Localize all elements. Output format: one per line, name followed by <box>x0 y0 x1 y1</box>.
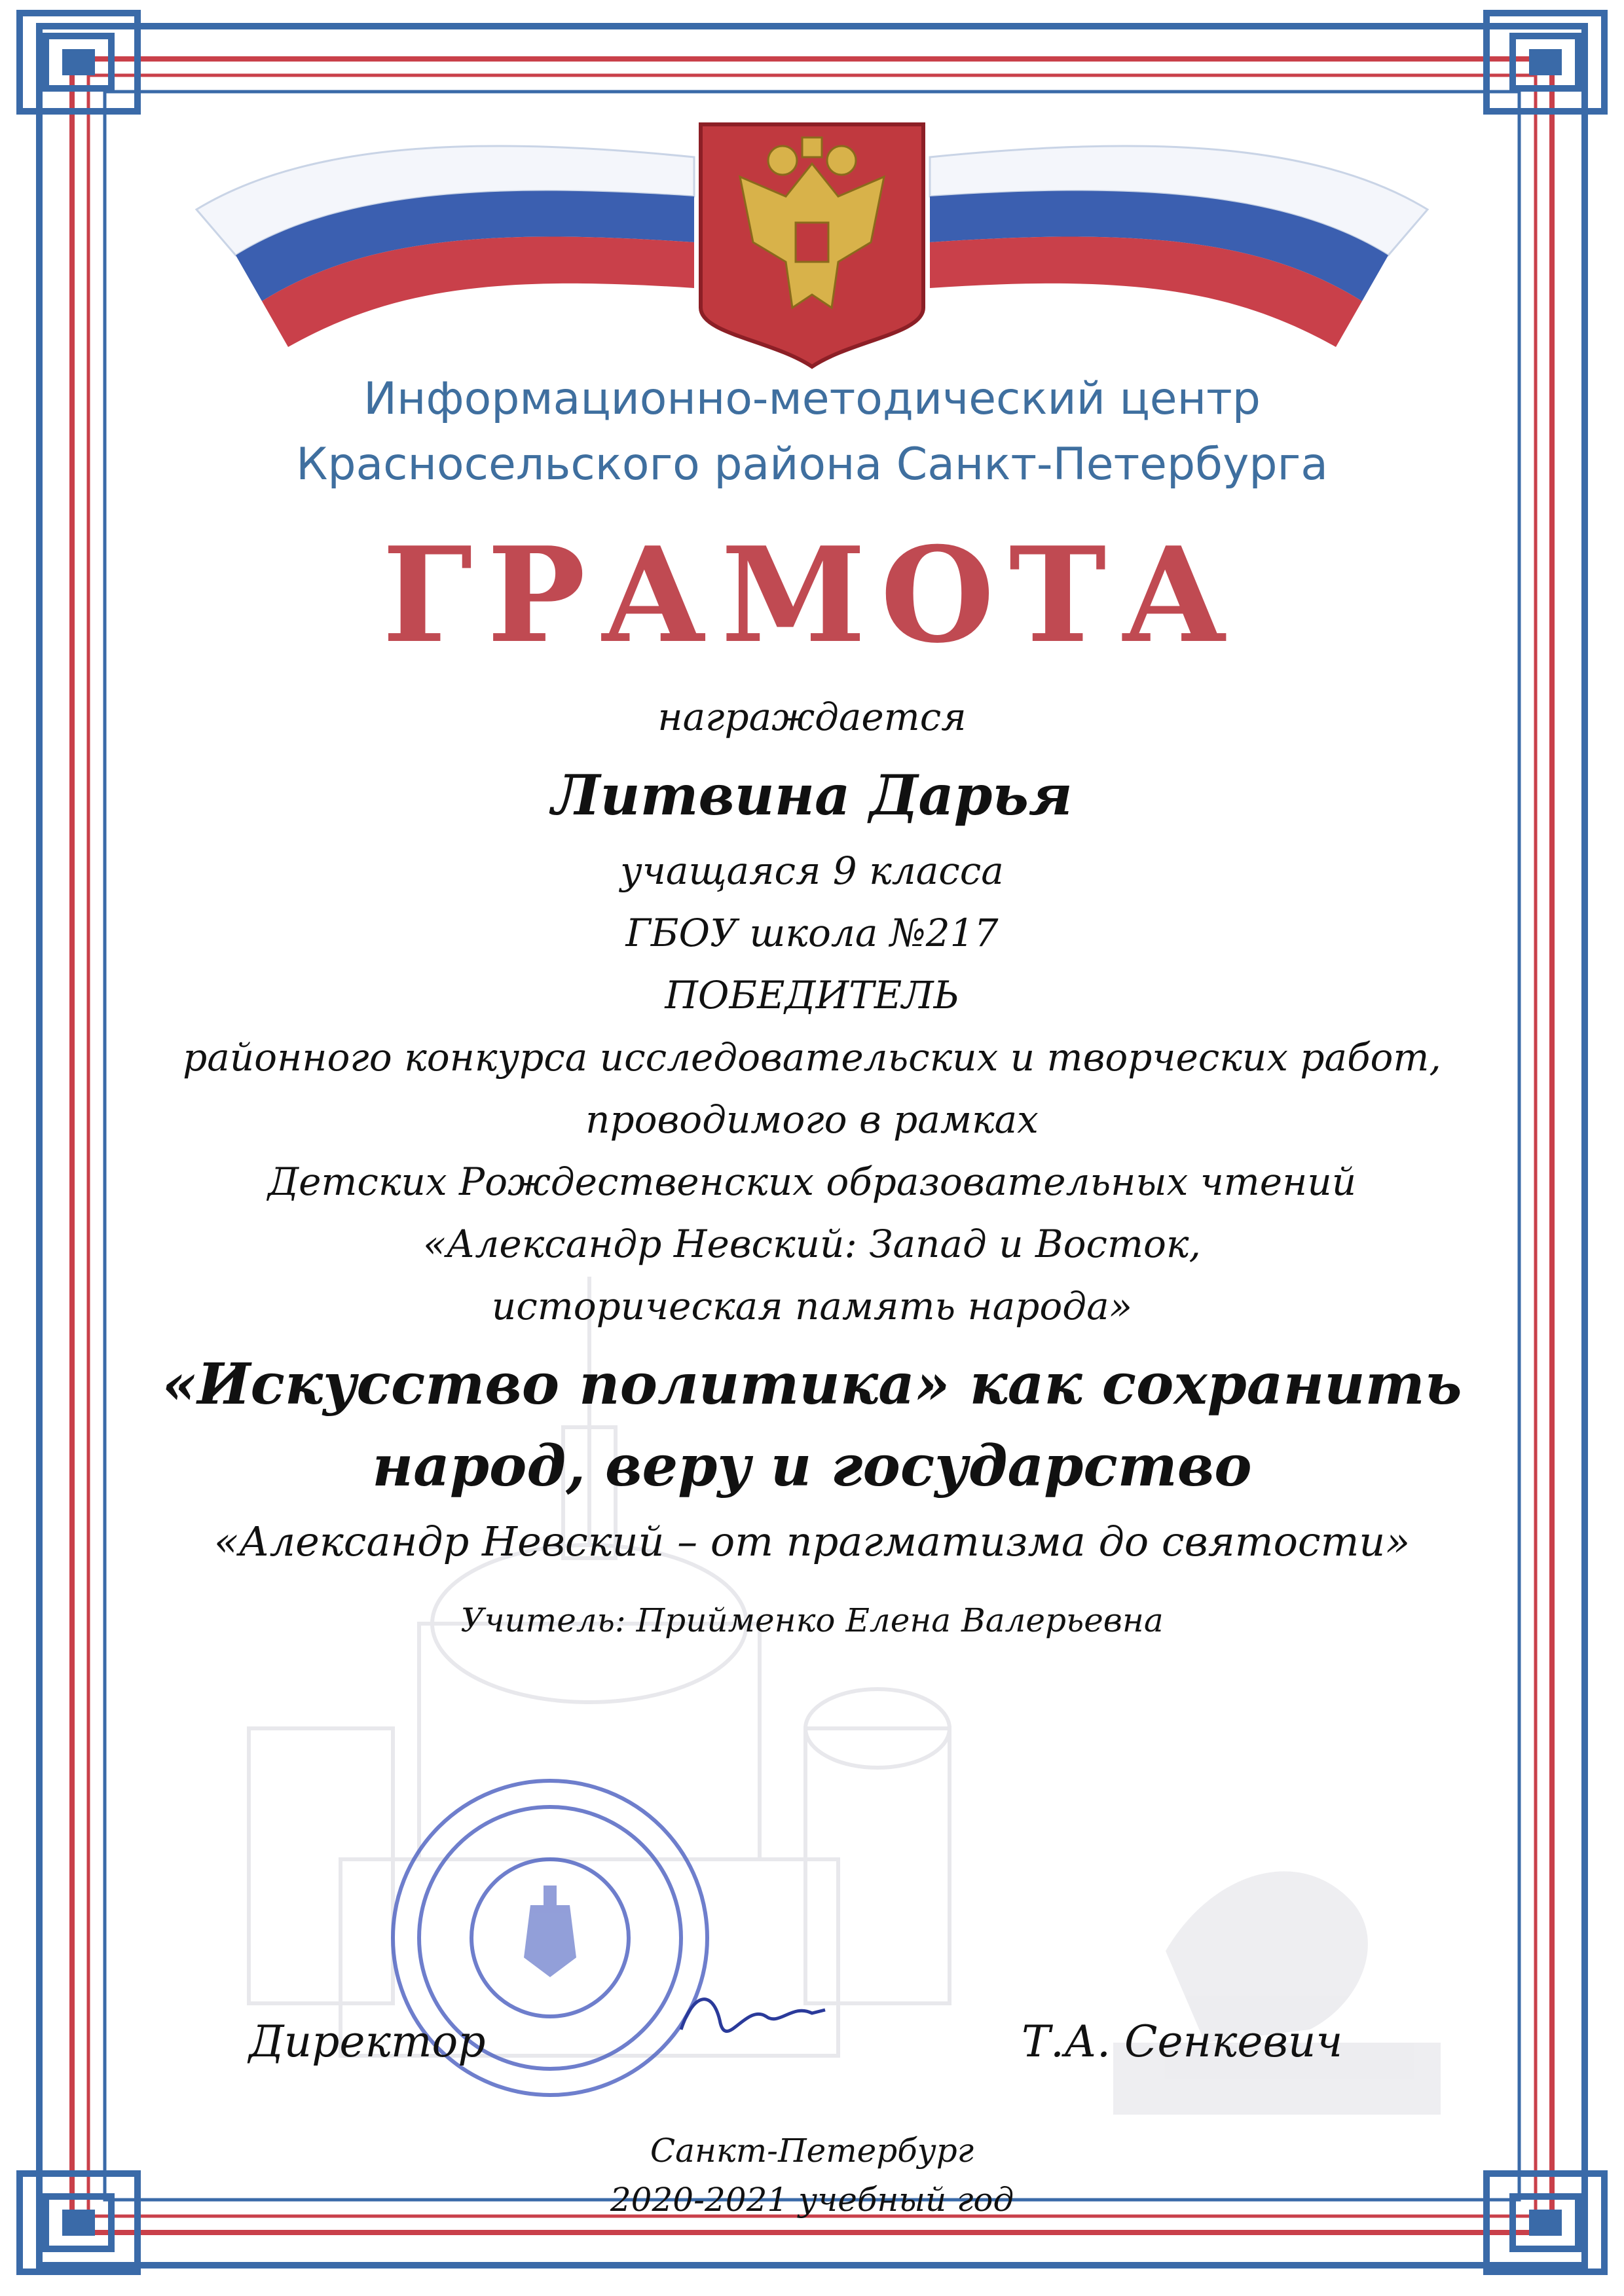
award-status: ПОБЕДИТЕЛЬ <box>665 973 959 1017</box>
recipient-name: Литвина Дарья <box>551 763 1073 828</box>
organization-name <box>0 367 1624 498</box>
work-subtitle: «Александр Невский – от прагматизма до святости» <box>213 1518 1411 1565</box>
awarded-label: награждается <box>657 695 967 739</box>
student-grade: учащаяся 9 класса <box>620 848 1004 893</box>
director-name: Т.А. Сенкевич <box>1022 2016 1343 2067</box>
academic-year: 2020-2021 учебный год <box>610 2181 1014 2219</box>
theme-line-2: историческая память народа» <box>491 1284 1133 1328</box>
coat-of-arms-icon <box>701 124 923 367</box>
work-title-line-1: «Искусство политика» как сохранить <box>162 1351 1462 1417</box>
contest-description: районного конкурса исследовательских и творческих работ, <box>183 1035 1441 1080</box>
certificate-title: ГРАМОТА <box>382 519 1242 672</box>
flag-ribbon-with-coat-of-arms <box>0 98 1624 380</box>
flag-ribbon-left <box>196 146 694 347</box>
director-signature <box>668 1977 838 2056</box>
organization-line-2: Красносельского района Санкт-Петербурга <box>296 439 1328 490</box>
city: Санкт-Петербург <box>650 2132 974 2170</box>
organization-line-1: Информационно-методический центр <box>363 373 1261 425</box>
theme-line-1: «Александр Невский: Запад и Восток, <box>422 1222 1201 1266</box>
school-name: ГБОУ школа №217 <box>625 911 999 955</box>
flag-ribbon-right <box>930 146 1428 347</box>
work-title-line-2: народ, веру и государство <box>372 1433 1252 1499</box>
teacher-name: Учитель: Прийменко Елена Валерьевна <box>460 1601 1164 1639</box>
director-label: Директор <box>249 2016 486 2067</box>
readings-name: Детских Рождественских образовательных чтений <box>267 1159 1357 1204</box>
contest-held: проводимого в рамках <box>585 1097 1039 1142</box>
